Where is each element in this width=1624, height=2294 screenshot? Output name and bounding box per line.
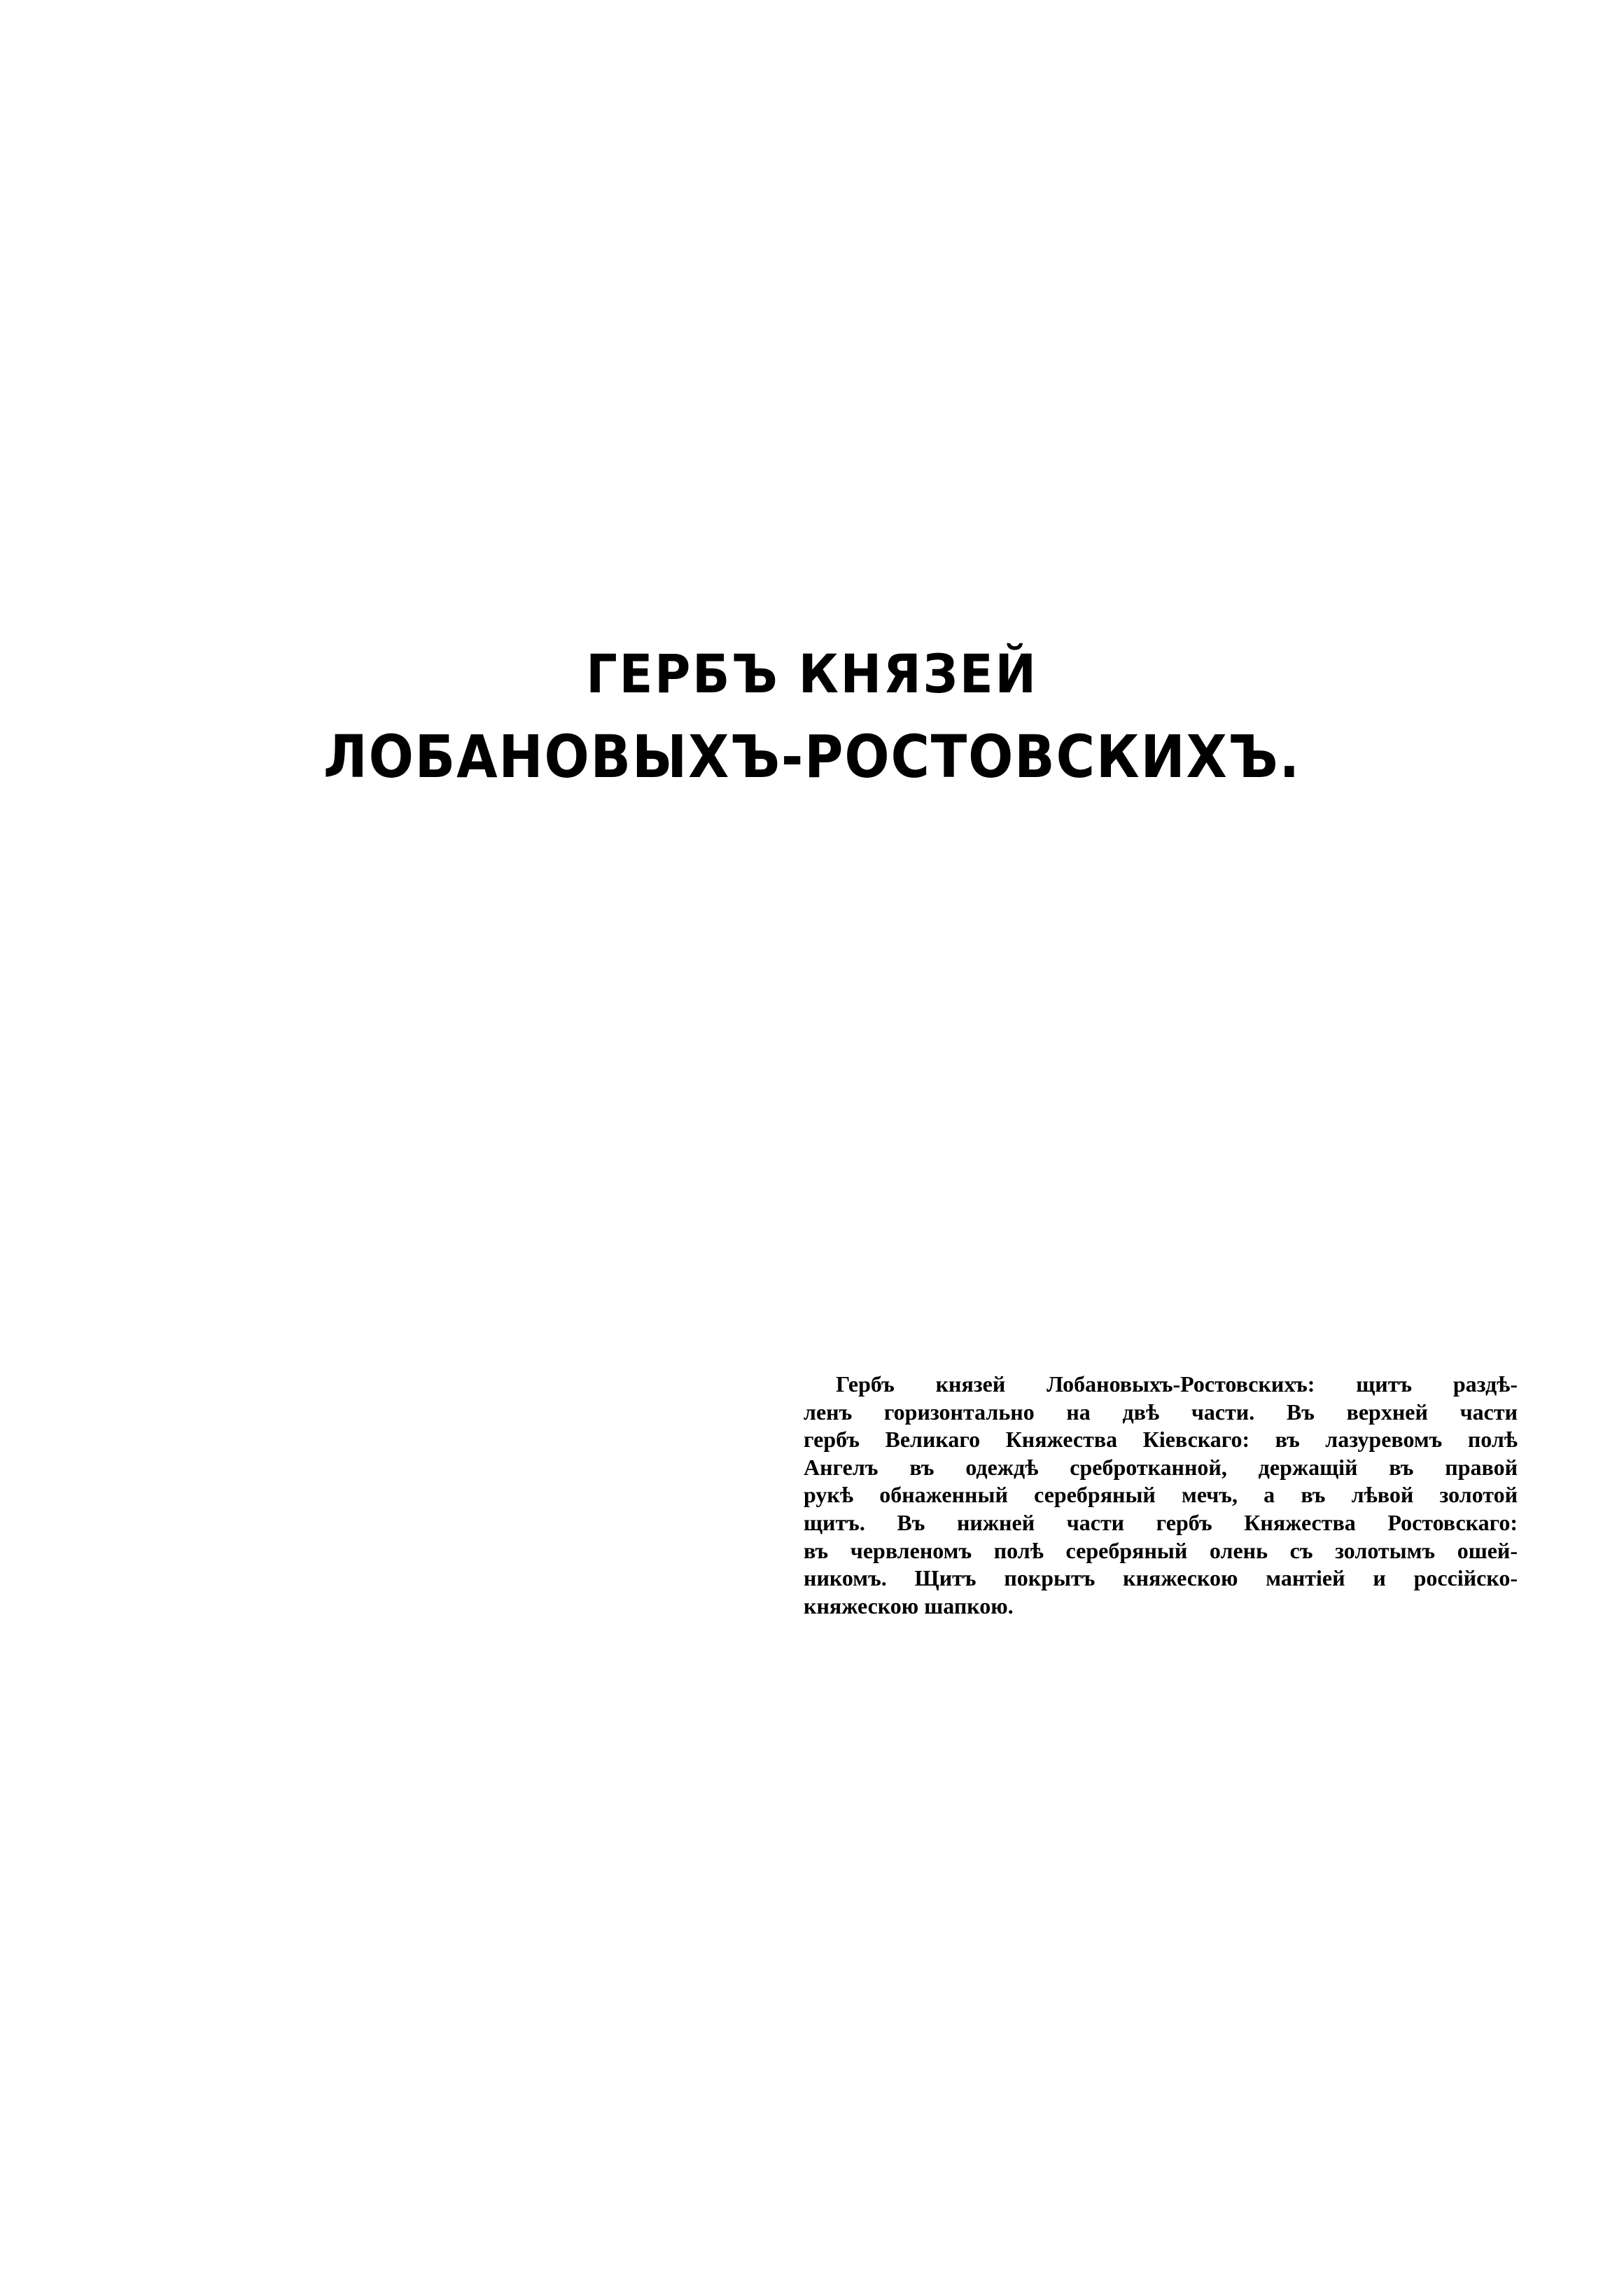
page-title-line-2: ЛОБАНОВЫХЪ-РОСТОВСКИХЪ. (323, 722, 1301, 791)
description-line: рукѣ обнаженный серебряный мечъ, а въ лѣвой золотой (804, 1482, 1518, 1508)
page-title-line-1: ГЕРБЪ КНЯЗЕЙ (586, 643, 1038, 705)
description-line: Ангелъ въ одеждѣ сребротканной, держащій въ правой (804, 1454, 1518, 1480)
description-line: щитъ. Въ нижней части гербъ Княжества Ростовскаго: (804, 1509, 1518, 1535)
description-line: княжескою шапкою. (804, 1593, 1014, 1618)
description-line: Гербъ князей Лобановыхъ-Ростовскихъ: щитъ раздѣ- (836, 1371, 1518, 1397)
description-line: никомъ. Щитъ покрытъ княжескою мантіей и россійско- (804, 1565, 1518, 1591)
coat-of-arms-description (804, 1371, 1518, 1620)
description-line: гербъ Великаго Княжества Кіевскаго: въ лазуревомъ полѣ (804, 1427, 1518, 1453)
description-line: ленъ горизонтально на двѣ части. Въ верхней части (804, 1399, 1518, 1425)
description-line: въ червленомъ полѣ серебряный олень съ золотымъ ошей- (804, 1537, 1518, 1563)
